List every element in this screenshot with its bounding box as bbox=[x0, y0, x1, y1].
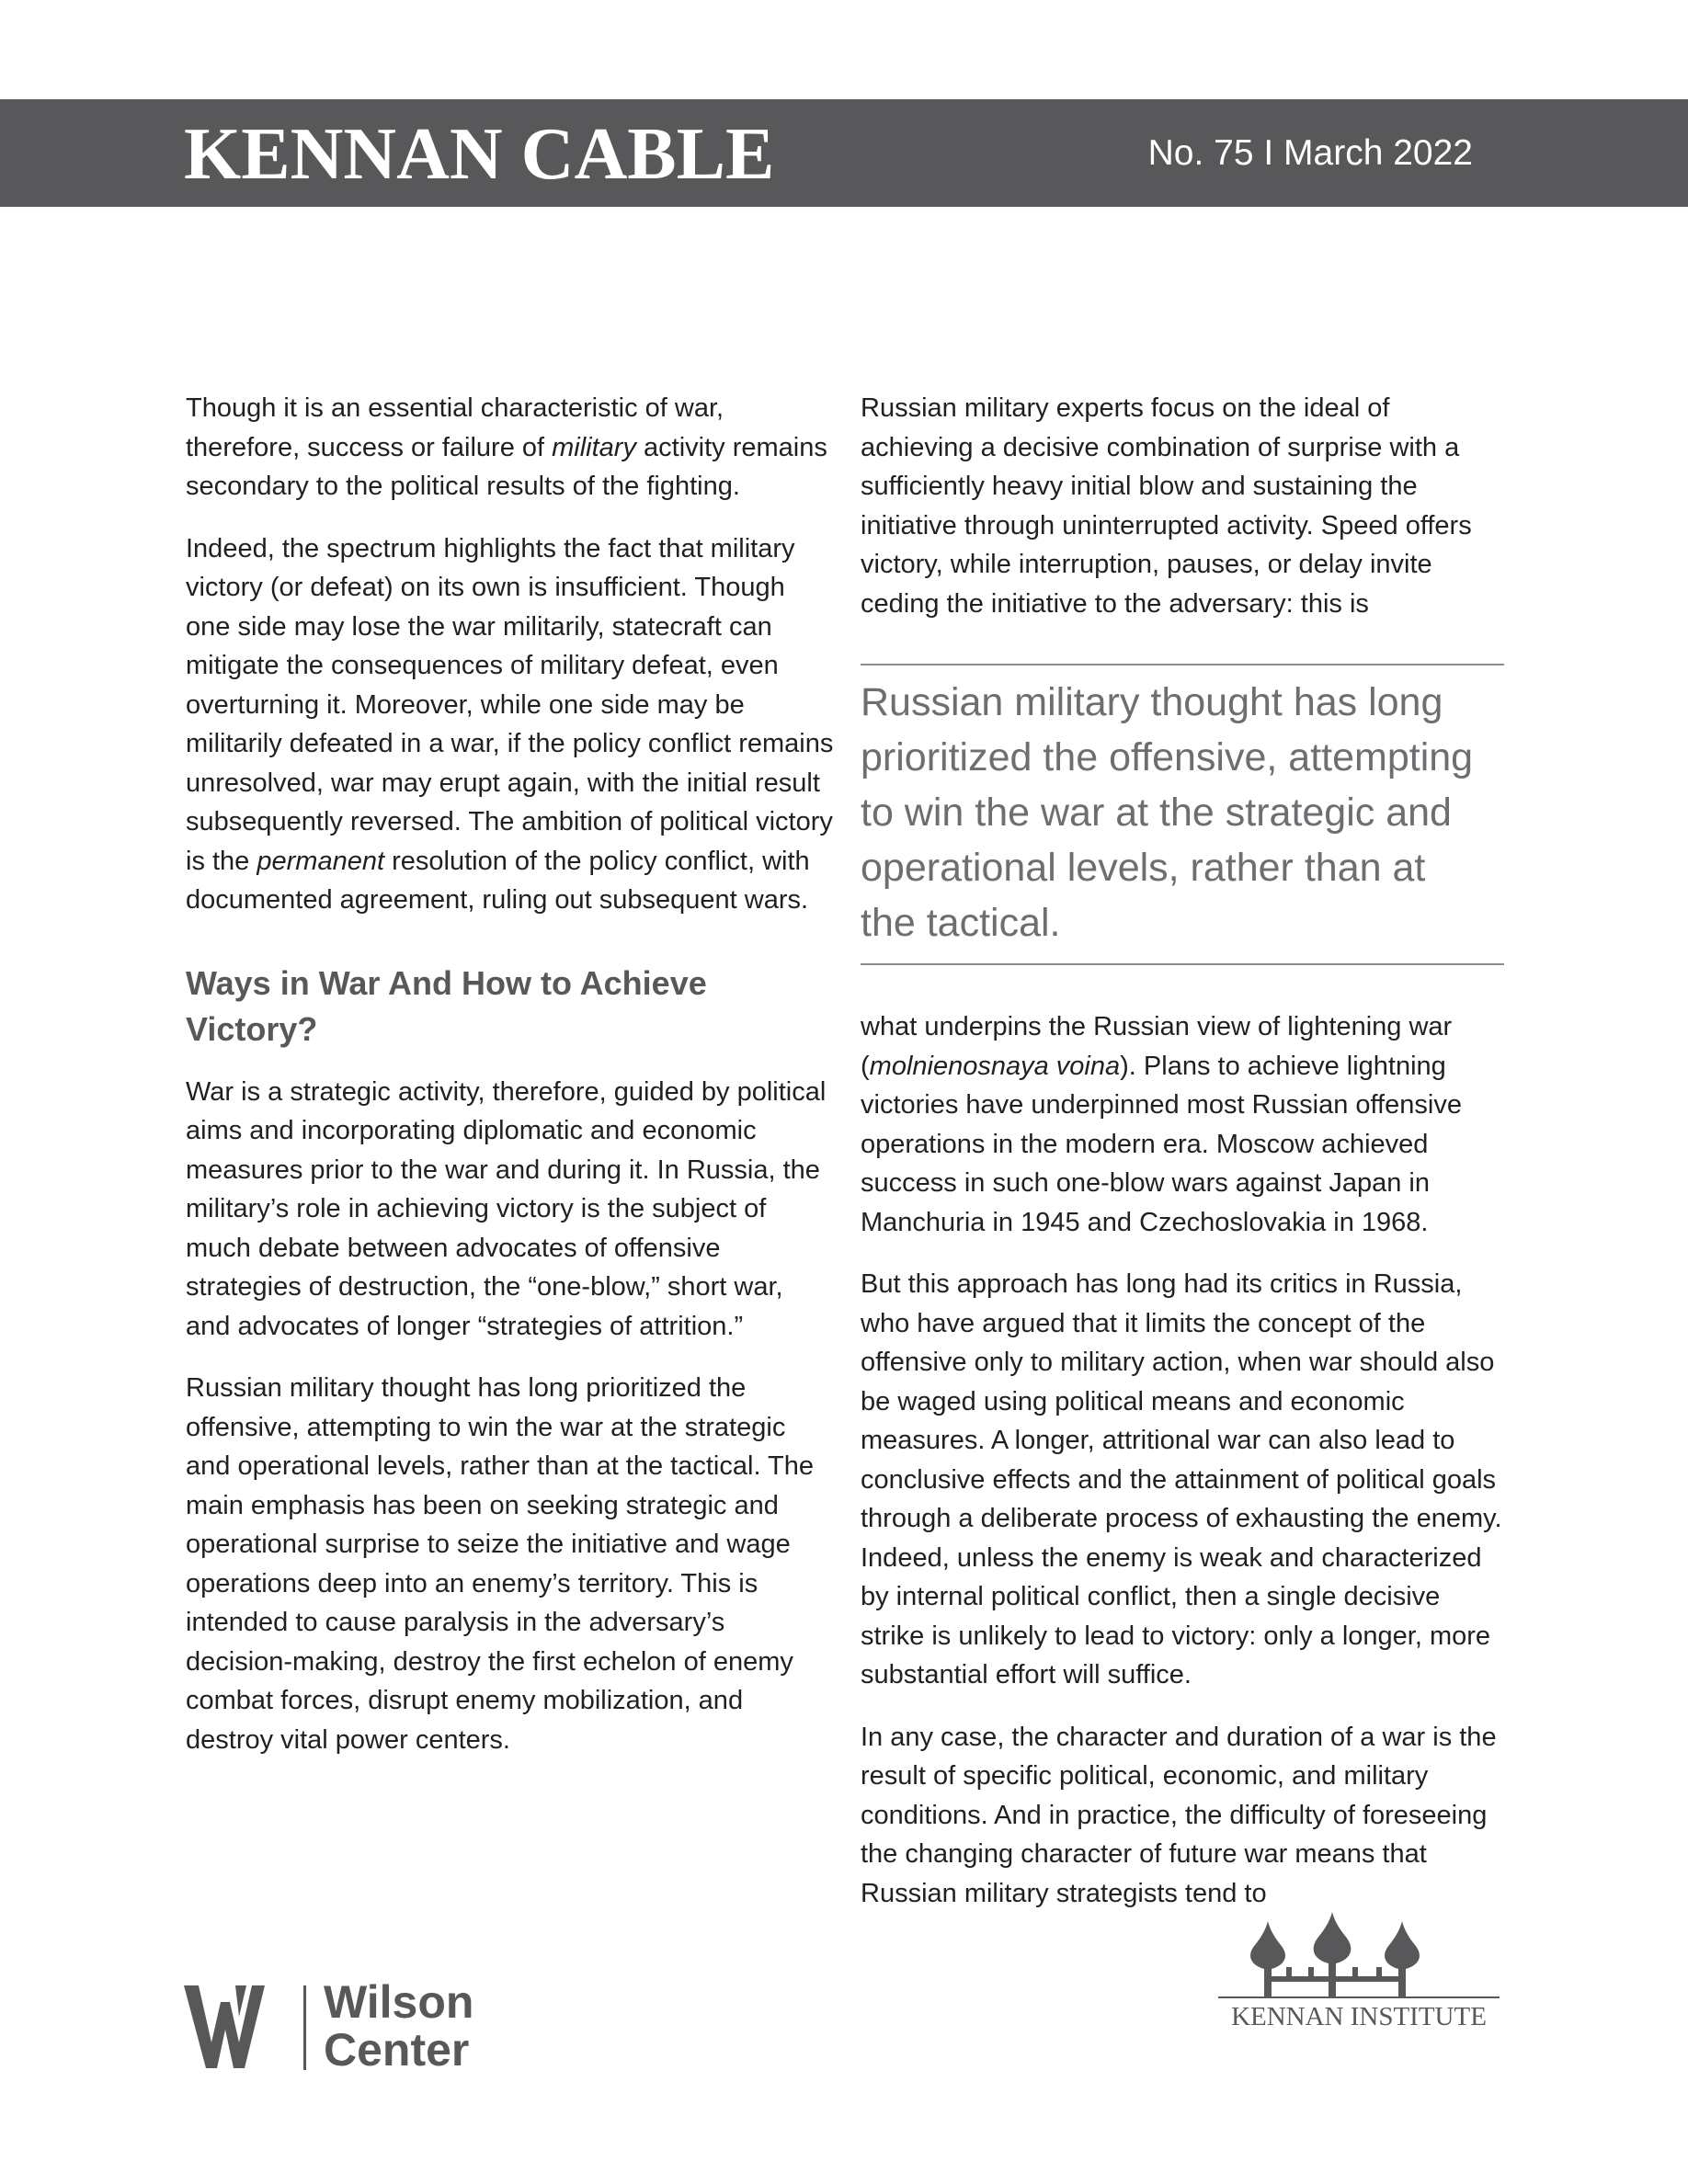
kennan-institute-domes-logo-icon bbox=[1218, 1912, 1503, 1996]
wordmark-line-2: Center bbox=[324, 2024, 470, 2076]
logo-divider bbox=[303, 1985, 306, 2070]
publication-title: KENNAN CABLE bbox=[184, 114, 775, 195]
section-heading: Ways in War And How to Achieve Victory? bbox=[186, 963, 707, 1048]
paragraph: War is a strategic activity, therefore, guided by political aims and incorporating diplomatic and economic measures prior to the war and during it. In Russia, the military’s role in achieving victory is the subject of much debate between advocates of offensive strategies of destruction, the “one-blow,” short war, and advocates of longer “strategies of attrition.” bbox=[186, 1076, 827, 1341]
issue-number-date: No. 75 I March 2022 bbox=[1147, 133, 1473, 173]
pull-quote-text: Russian military thought has long prioritized the offensive, attempting to win the war at the strategic and operational levels, rather than at the tactical. bbox=[861, 680, 1474, 945]
pull-quote bbox=[861, 664, 1504, 965]
wordmark-line-1: Wilson bbox=[324, 1976, 474, 2028]
header-banner bbox=[0, 99, 1688, 207]
paragraph: Russian military thought has long prioritized the offensive, attempting to win the war at the strategic and operational levels, rather than at the tactical. The main emphasis has been on seeking strategic and operational surprise to seize the initiative and wage operations deep into an enemy’s territory. This is intended to cause paralysis in the adversary’s decision-making, destroy the first echelon of enemy combat forces, disrupt enemy mobilization, and destroy vital power centers. bbox=[186, 1373, 815, 1755]
right-column-top bbox=[861, 389, 1509, 646]
left-column bbox=[186, 389, 834, 1782]
paragraph: But this approach has long had its critics in Russia, who have argued that it limits the concept of the offensive only to military action, when war should also be waged using political means and economic measures. A longer, attritional war can also lead to conclusive effects and the attainment of political goals through a deliberate process of exhausting the enemy. Indeed, unless the enemy is weak and characterized by internal political conflict, then a single decisive strike is unlikely to lead to victory: only a longer, more substantial effort will suffice. bbox=[861, 1269, 1502, 1689]
paragraph: Though it is an essential characteristic of war, therefore, success or failure of military activity remains secondary to the political results of the fighting. bbox=[186, 393, 827, 501]
paragraph: Indeed, the spectrum highlights the fact that military victory (or defeat) on its own is insufficient. Though one side may lose the war militarily, statecraft can mitigate the consequences of military defeat, even overturning it. Moreover, while one side may be militarily defeated in a war, if the policy conflict remains unresolved, war may erupt again, with the initial result subsequently reversed. The ambition of political victory is the permanent resolution of the policy conflict, with documented agreement, ruling out subsequent wars. bbox=[186, 533, 834, 915]
paragraph: what underpins the Russian view of lightening war (molnienosnaya voina). Plans to achieve lightning victories have underpinned most Russian offensive operations in the modern era. Moscow achieved success in such one-blow wars against Japan in Manchuria in 1945 and Czechoslovakia in 1968. bbox=[861, 1012, 1462, 1237]
right-column-bottom bbox=[861, 1007, 1509, 1936]
wilson-center-wordmark bbox=[324, 1978, 473, 2074]
kennan-logo-rule bbox=[1218, 1996, 1500, 1998]
paragraph: Russian military experts focus on the ideal of achieving a decisive combination of surprise with a sufficiently heavy initial blow and sustaining the initiative through uninterrupted activity. Speed offers victory, while interruption, pauses, or delay invite ceding the initiative to the adversary: this is bbox=[861, 393, 1472, 619]
wilson-center-w-logo-icon bbox=[184, 1985, 294, 2068]
kennan-institute-wordmark: KENNAN INSTITUTE bbox=[1231, 2002, 1487, 2031]
paragraph: In any case, the character and duration of a war is the result of specific political, economic, and military conditions. And in practice, the difficulty of foreseeing the changing character of future war means that Russian military strategists tend to bbox=[861, 1722, 1497, 1908]
